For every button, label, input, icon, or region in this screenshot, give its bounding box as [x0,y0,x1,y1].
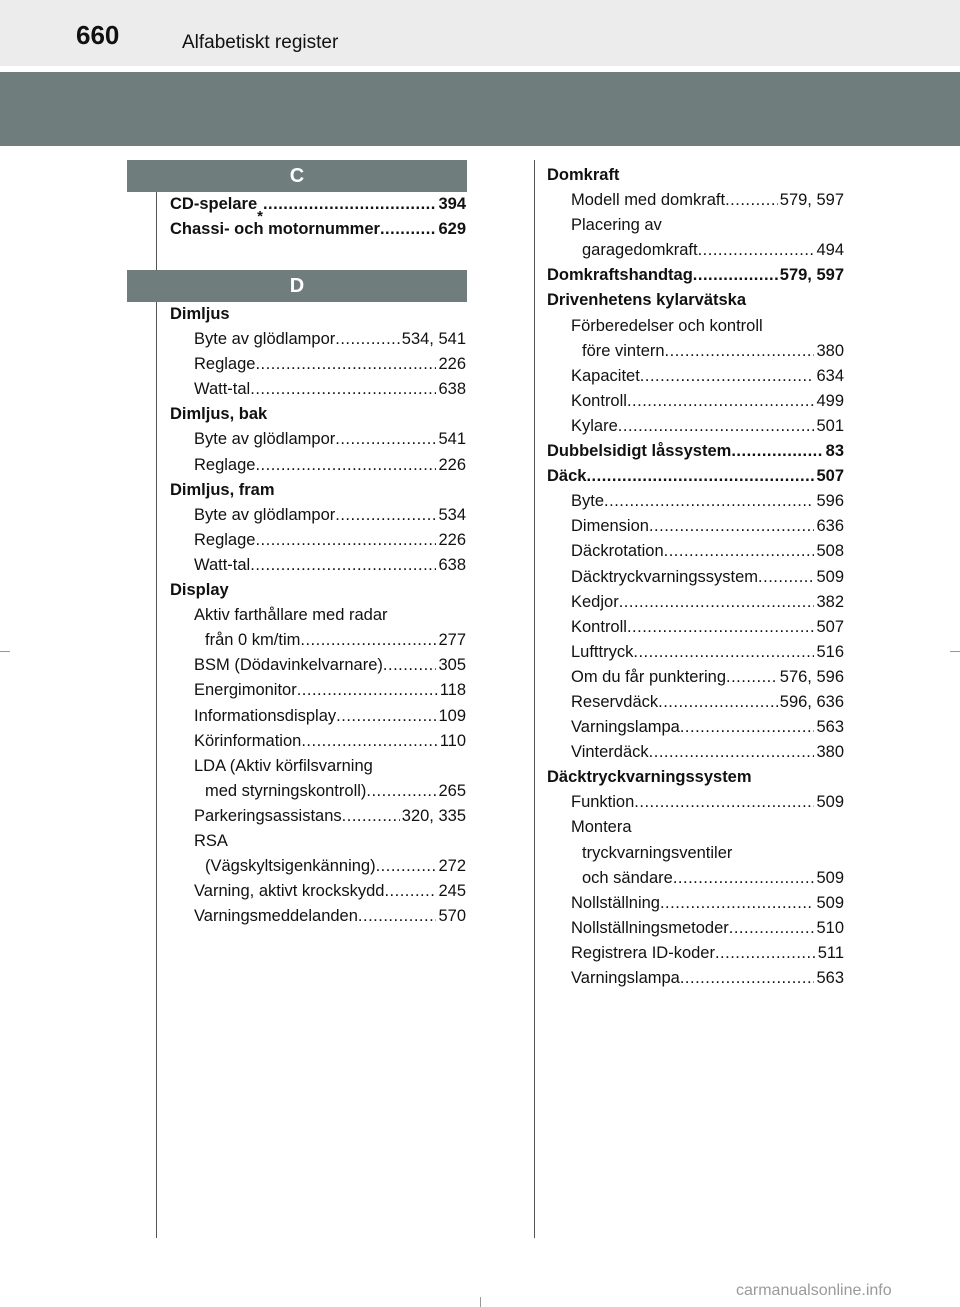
leader-dots [673,866,815,891]
entry-page-ref: 570 [438,907,466,926]
section-letter-c: C [127,160,467,192]
entry-label: LDA (Aktiv körfilsvarning [194,756,373,775]
entry-page-ref: 576, 596 [779,667,844,686]
index-subentry [547,866,844,891]
entry-page-ref: 83 [825,442,844,461]
entry-page-ref: 118 [439,681,466,700]
leader-dots [336,704,436,729]
leader-dots [366,779,436,804]
entry-label: från 0 km/tim [205,631,301,650]
leader-dots [726,665,778,690]
leader-dots [680,715,815,740]
index-subentry [547,590,844,615]
leader-dots [255,453,436,478]
entry-page-ref: 380 [816,743,844,762]
entry-label: Varning, aktivt krockskydd [194,882,385,901]
leader-dots [301,729,437,754]
entry-label: Däckrotation [571,542,664,561]
entry-label: Funktion [571,793,635,812]
entry-label: Informationsdisplay [194,706,337,725]
entry-page-ref: 579, 597 [779,191,844,210]
entry-page-ref: 509 [816,868,844,887]
entry-page-ref: 629 [438,220,466,239]
entry-label: Registrera ID-koder [571,943,715,962]
entry-label: Dimension [571,517,649,536]
entry-label: Nollställningsmetoder [571,918,729,937]
entry-label: Körinformation [194,731,302,750]
leader-dots [380,217,437,242]
watermark: carmanualsonline.info [736,1282,892,1299]
entry-page-ref: 272 [438,857,466,876]
entry-page-ref: 277 [438,631,466,650]
index-entry [170,478,466,503]
index-subentry [170,729,466,754]
entry-label: Drivenhetens kylarvätska [547,291,747,310]
entry-label: Dubbelsidigt låssystem [547,442,732,461]
entry-label: Däcktryckvarningssystem [571,567,759,586]
page-number: 660 [76,20,120,50]
leader-dots [640,364,815,389]
entry-label: Reglage [194,455,256,474]
crop-mark [950,651,960,652]
index-subentry [547,539,844,564]
entry-label: med styrningskontroll) [205,781,367,800]
entry-label: RSA [194,831,228,850]
leader-dots [376,854,437,879]
leader-dots [263,192,437,217]
entry-label: BSM (Dödavinkelvarnare) [194,656,383,675]
index-subentry [170,503,466,528]
index-subentry [170,754,466,779]
entry-page-ref: 516 [816,642,844,661]
entry-label: Nollställning [571,893,660,912]
entry-page-ref: 510 [816,918,844,937]
entry-label: Dimljus, bak [170,405,268,424]
leader-dots [627,615,815,640]
entry-label: Kedjor [571,592,619,611]
index-subentry [547,966,844,991]
entry-label: Däck [547,467,587,486]
entry-page-ref: 109 [438,706,466,725]
leader-dots [384,879,436,904]
leader-dots [693,263,778,288]
left-column-rule [156,192,157,1238]
entry-page-ref: 394 [438,195,466,213]
entry-page-ref: 509 [816,793,844,812]
leader-dots [250,377,436,402]
leader-dots [729,916,815,941]
entry-label: Kylare [571,416,618,435]
index-subentry [170,327,466,352]
index-subentry [547,339,844,364]
entry-label: Display [170,581,229,600]
header-banner [0,72,960,146]
entry-label: Lufttryck [571,642,634,661]
leader-dots [300,628,436,653]
index-subentry [170,879,466,904]
leader-dots [665,339,815,364]
leader-dots [619,590,815,615]
entry-label: Chassi- och motornummer [170,220,380,239]
entry-label: (Vägskyltsigenkänning) [205,857,376,876]
index-subentry [547,489,844,514]
index-subentry [547,665,844,690]
leader-dots [358,904,437,929]
entry-label: Modell med domkraft [571,191,726,210]
index-subentry [547,916,844,941]
index-entry [170,217,466,242]
entry-label: Kontroll [571,617,627,636]
index-subentry [170,628,466,653]
entry-label: Kontroll [571,391,627,410]
index-subentry [547,790,844,815]
index-subentry [547,565,844,590]
index-subentry [170,678,466,703]
leader-dots [680,966,815,991]
entry-page-ref: 596, 636 [779,692,844,711]
entry-label: Varningslampa [571,969,680,987]
index-subentry [170,829,466,854]
index-subentry [547,815,844,840]
leader-dots [335,327,400,352]
entry-label: Reglage [194,355,256,374]
section-title: Alfabetiskt register [182,32,339,53]
entry-page-ref: 638 [438,555,466,574]
index-subentry [547,715,844,740]
entry-page-ref: 563 [816,969,844,987]
leader-dots [664,539,815,564]
entry-label: Reservdäck [571,692,659,711]
entry-label: Domkraftshandtag [547,266,693,285]
index-entry [547,263,844,288]
entry-label: CD-spelare [170,195,258,213]
crop-mark [0,651,10,652]
leader-dots [725,188,778,213]
leader-dots [255,528,436,553]
entry-page-ref: 563 [816,718,844,737]
entry-page-ref: 226 [438,455,466,474]
center-column-rule [534,160,535,1238]
entry-label: Placering av [571,216,662,235]
entry-label: Kapacitet [571,366,640,385]
index-subentry [547,188,844,213]
index-subentry [170,854,466,879]
entry-label: Dimljus [170,305,230,323]
leader-dots [698,238,815,263]
entry-label: Byte [571,492,605,511]
index-subentry [170,352,466,377]
entry-label: Byte av glödlampor [194,430,336,449]
leader-dots [731,439,823,464]
entry-page-ref: 499 [816,391,844,410]
entry-label: Watt-tal [194,380,251,399]
leader-dots [627,389,815,414]
leader-dots [250,553,436,578]
index-entry [170,302,466,327]
index-subentry [170,603,466,628]
leader-dots [586,464,814,489]
index-entry [547,439,844,464]
entry-page-ref: 507 [816,467,844,486]
index-subentry [170,377,466,402]
entry-page-ref: 380 [816,341,844,360]
entry-label: före vintern [582,341,665,360]
leader-dots [649,740,815,765]
leader-dots [758,565,814,590]
leader-dots [715,941,816,966]
entry-label: Om du får punktering [571,667,726,686]
index-subentry [547,213,844,238]
page-header [0,0,960,66]
leader-dots [297,678,438,703]
entry-page-ref: 634 [816,366,844,385]
entry-page-ref: 265 [438,781,466,800]
entry-page-ref: 596 [816,492,844,511]
entry-page-ref: 636 [816,517,844,536]
leader-dots [618,414,815,439]
entry-label: tryckvarningsventiler [582,843,733,862]
index-entry [170,402,466,427]
index-entry [547,765,844,790]
index-subentry [547,690,844,715]
entry-page-ref: 534, 541 [401,330,466,349]
entry-label: Varningslampa [571,718,680,737]
index-section-d [170,302,466,929]
entry-label: Energimonitor [194,681,297,700]
index-subentry [547,314,844,339]
index-subentry [547,640,844,665]
entry-label: Byte av glödlampor [194,505,336,524]
entry-label: Däcktryckvarningssystem [547,768,752,787]
leader-dots [658,690,778,715]
leader-dots [649,514,815,539]
leader-dots [335,503,436,528]
section-letter-d: D [127,270,467,302]
leader-dots [604,489,814,514]
entry-label: Förberedelser och kontroll [571,316,763,335]
index-subentry [170,804,466,829]
entry-page-ref: 110 [439,731,466,750]
entry-page-ref: 226 [438,355,466,374]
index-subentry [547,740,844,765]
index-subentry [547,364,844,389]
index-subentry [170,453,466,478]
entry-page-ref: 320, 335 [401,806,466,825]
entry-label: Aktiv farthållare med radar [194,606,388,625]
index-subentry [547,389,844,414]
entry-label: Varningsmeddelanden [194,907,358,926]
index-subentry [170,904,466,929]
entry-page-ref: 245 [438,882,466,901]
entry-label: Watt-tal [194,555,251,574]
leader-dots [335,427,436,452]
entry-page-ref: 382 [816,592,844,611]
index-subentry [547,941,844,966]
leader-dots [255,352,436,377]
index-subentry [547,891,844,916]
entry-label: Reglage [194,530,256,549]
index-entry [547,163,844,188]
entry-label: Vinterdäck [571,743,649,762]
entry-page-ref: 541 [438,430,466,449]
entry-page-ref: 511 [817,943,844,962]
entry-label: Parkeringsassistans [194,806,342,825]
entry-page-ref: 507 [816,617,844,636]
entry-page-ref: 509 [816,567,844,586]
entry-label: Byte av glödlampor [194,330,336,349]
entry-label: Dimljus, fram [170,480,275,499]
index-entry [170,578,466,603]
entry-page-ref: 494 [816,241,844,260]
entry-page-ref: 305 [438,656,466,675]
entry-label: Domkraft [547,166,620,184]
index-subentry [170,553,466,578]
entry-page-ref: 579, 597 [779,266,844,285]
index-subentry [170,653,466,678]
index-entry: CD-spelare * ..... 394 [170,192,466,217]
index-subentry [547,514,844,539]
crop-mark [480,1297,481,1307]
entry-page-ref: 509 [816,893,844,912]
entry-page-ref: 638 [438,380,466,399]
leader-dots [383,653,437,678]
index-entry [547,464,844,489]
index-subentry [547,238,844,263]
index-subentry [547,841,844,866]
entry-label: Montera [571,818,632,837]
leader-dots [634,790,814,815]
entry-label: och sändare [582,868,673,887]
index-subentry [547,414,844,439]
entry-page-ref: 501 [816,416,844,435]
leader-dots [660,891,815,916]
entry-page-ref: 226 [438,530,466,549]
index-section-c [170,192,466,242]
entry-page-ref: 508 [816,542,844,561]
index-subentry [170,427,466,452]
index-subentry [170,704,466,729]
index-subentry [547,615,844,640]
index-subentry [170,779,466,804]
leader-dots [633,640,814,665]
index-entry [547,288,844,313]
index-right-column [547,163,844,991]
entry-page-ref: 534 [438,505,466,524]
entry-label: garagedomkraft [582,241,698,260]
leader-dots [342,804,400,829]
index-subentry [170,528,466,553]
